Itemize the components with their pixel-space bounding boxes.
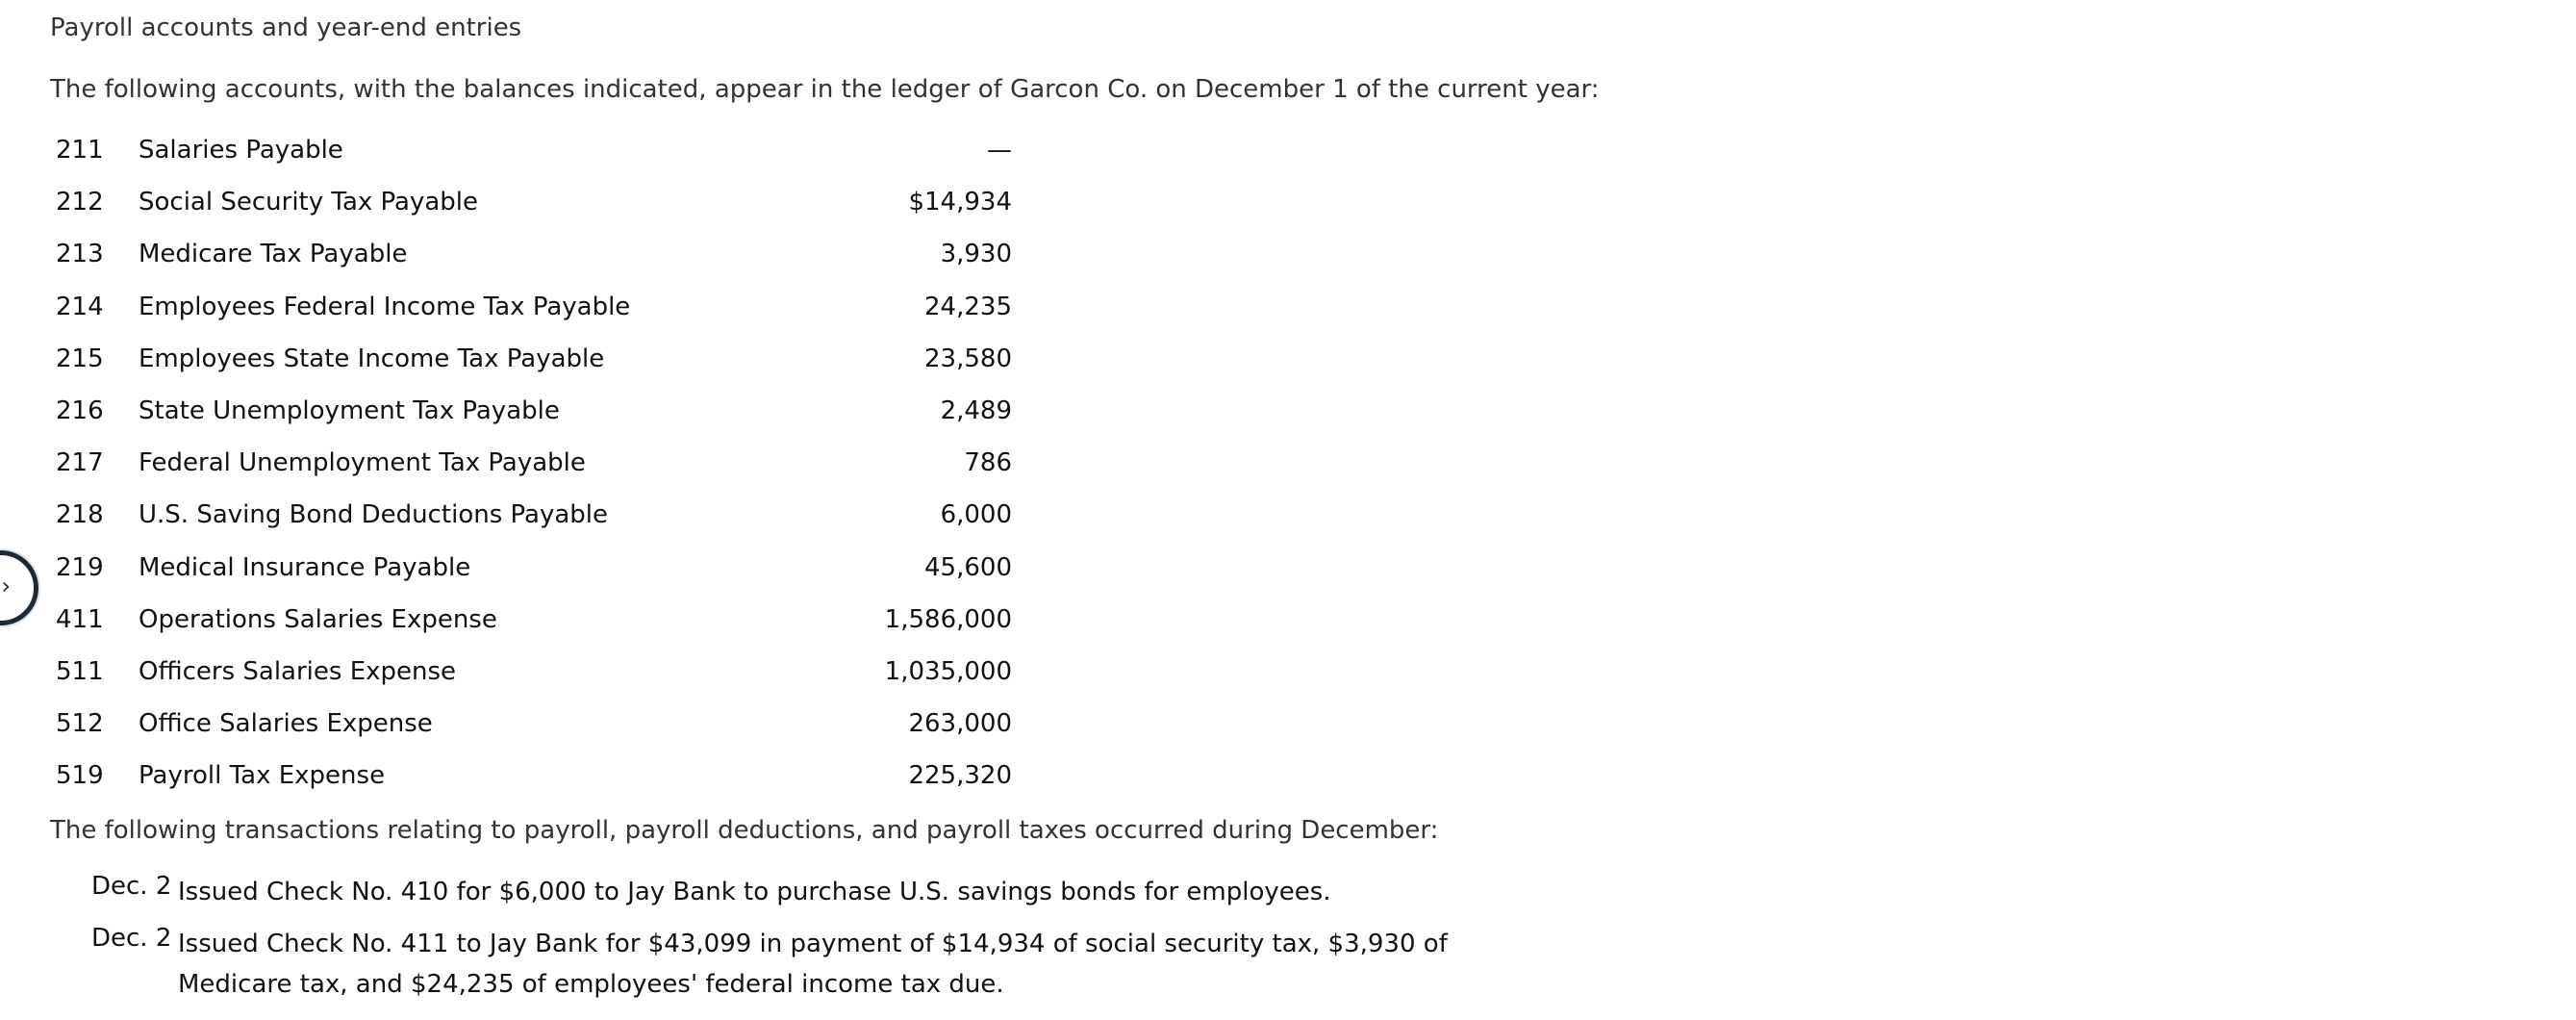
transactions-intro: The following transactions relating to payroll, payroll deductions, and payroll taxes occurred during December:	[50, 816, 1439, 845]
account-name: Employees State Income Tax Payable	[139, 344, 605, 373]
transaction-date: Dec. 2	[91, 872, 172, 901]
account-number: 219	[56, 552, 104, 582]
account-name: Salaries Payable	[139, 136, 343, 165]
account-name: Employees Federal Income Tax Payable	[139, 292, 631, 321]
ledger-row	[50, 386, 1012, 438]
transaction-text: Issued Check No. 410 for $6,000 to Jay Bank to purchase U.S. savings bonds for employees.	[178, 878, 1331, 906]
account-number: 216	[56, 395, 104, 425]
transaction-text: Issued Check No. 411 to Jay Bank for $43,099 in payment of $14,934 of social security tax, $3,930 of Medicare tax, and $24,235 of employees' federal income tax due.	[178, 930, 1448, 999]
ledger-row	[50, 595, 1012, 647]
account-name: Federal Unemployment Tax Payable	[139, 448, 586, 478]
account-balance: —	[987, 136, 1012, 165]
ledger-row	[50, 543, 1012, 595]
ledger-row	[50, 229, 1012, 281]
account-balance: 1,586,000	[884, 604, 1012, 634]
account-balance: 23,580	[924, 344, 1012, 373]
account-number: 211	[56, 136, 104, 165]
ledger-row	[50, 647, 1012, 699]
account-balance: 2,489	[940, 395, 1012, 425]
account-balance: 225,320	[908, 761, 1012, 791]
account-name: Payroll Tax Expense	[139, 761, 386, 791]
account-balance: 45,600	[924, 552, 1012, 582]
side-scroll-button[interactable]	[0, 550, 38, 625]
account-balance: $14,934	[908, 188, 1012, 217]
ledger-row	[50, 334, 1012, 386]
ledger-row	[50, 125, 1012, 177]
transaction-date: Dec. 2	[91, 924, 172, 953]
account-name: Office Salaries Expense	[139, 709, 433, 739]
account-number: 213	[56, 240, 104, 269]
page-title: Payroll accounts and year-end entries	[50, 13, 522, 42]
account-balance: 3,930	[940, 240, 1012, 269]
account-name: Medical Insurance Payable	[139, 552, 471, 582]
ledger-row	[50, 751, 1012, 803]
account-name: Officers Salaries Expense	[139, 656, 457, 686]
account-name: Medicare Tax Payable	[139, 240, 408, 269]
ledger-row	[50, 177, 1012, 229]
ledger-row	[50, 438, 1012, 490]
account-number: 411	[56, 604, 104, 634]
account-number: 512	[56, 709, 104, 739]
account-number: 212	[56, 188, 104, 217]
account-name: Operations Salaries Expense	[139, 604, 497, 634]
account-balance: 1,035,000	[884, 656, 1012, 686]
chevron-right-icon: ›	[1, 573, 11, 599]
ledger-row	[50, 282, 1012, 334]
intro-paragraph: The following accounts, with the balances indicated, appear in the ledger of Garcon Co. on December 1 of the current year:	[50, 75, 1600, 104]
account-number: 214	[56, 292, 104, 321]
account-number: 511	[56, 656, 104, 686]
account-number: 215	[56, 344, 104, 373]
account-balance: 6,000	[940, 500, 1012, 530]
account-name: State Unemployment Tax Payable	[139, 395, 560, 425]
account-balance: 24,235	[924, 292, 1012, 321]
account-balance: 786	[964, 448, 1012, 478]
account-number: 519	[56, 761, 104, 791]
account-name: U.S. Saving Bond Deductions Payable	[139, 500, 609, 530]
account-balance: 263,000	[908, 709, 1012, 739]
account-name: Social Security Tax Payable	[139, 188, 479, 217]
ledger-row	[50, 490, 1012, 542]
ledger-row	[50, 699, 1012, 751]
account-number: 218	[56, 500, 104, 530]
account-number: 217	[56, 448, 104, 478]
ledger-table	[50, 125, 1012, 803]
